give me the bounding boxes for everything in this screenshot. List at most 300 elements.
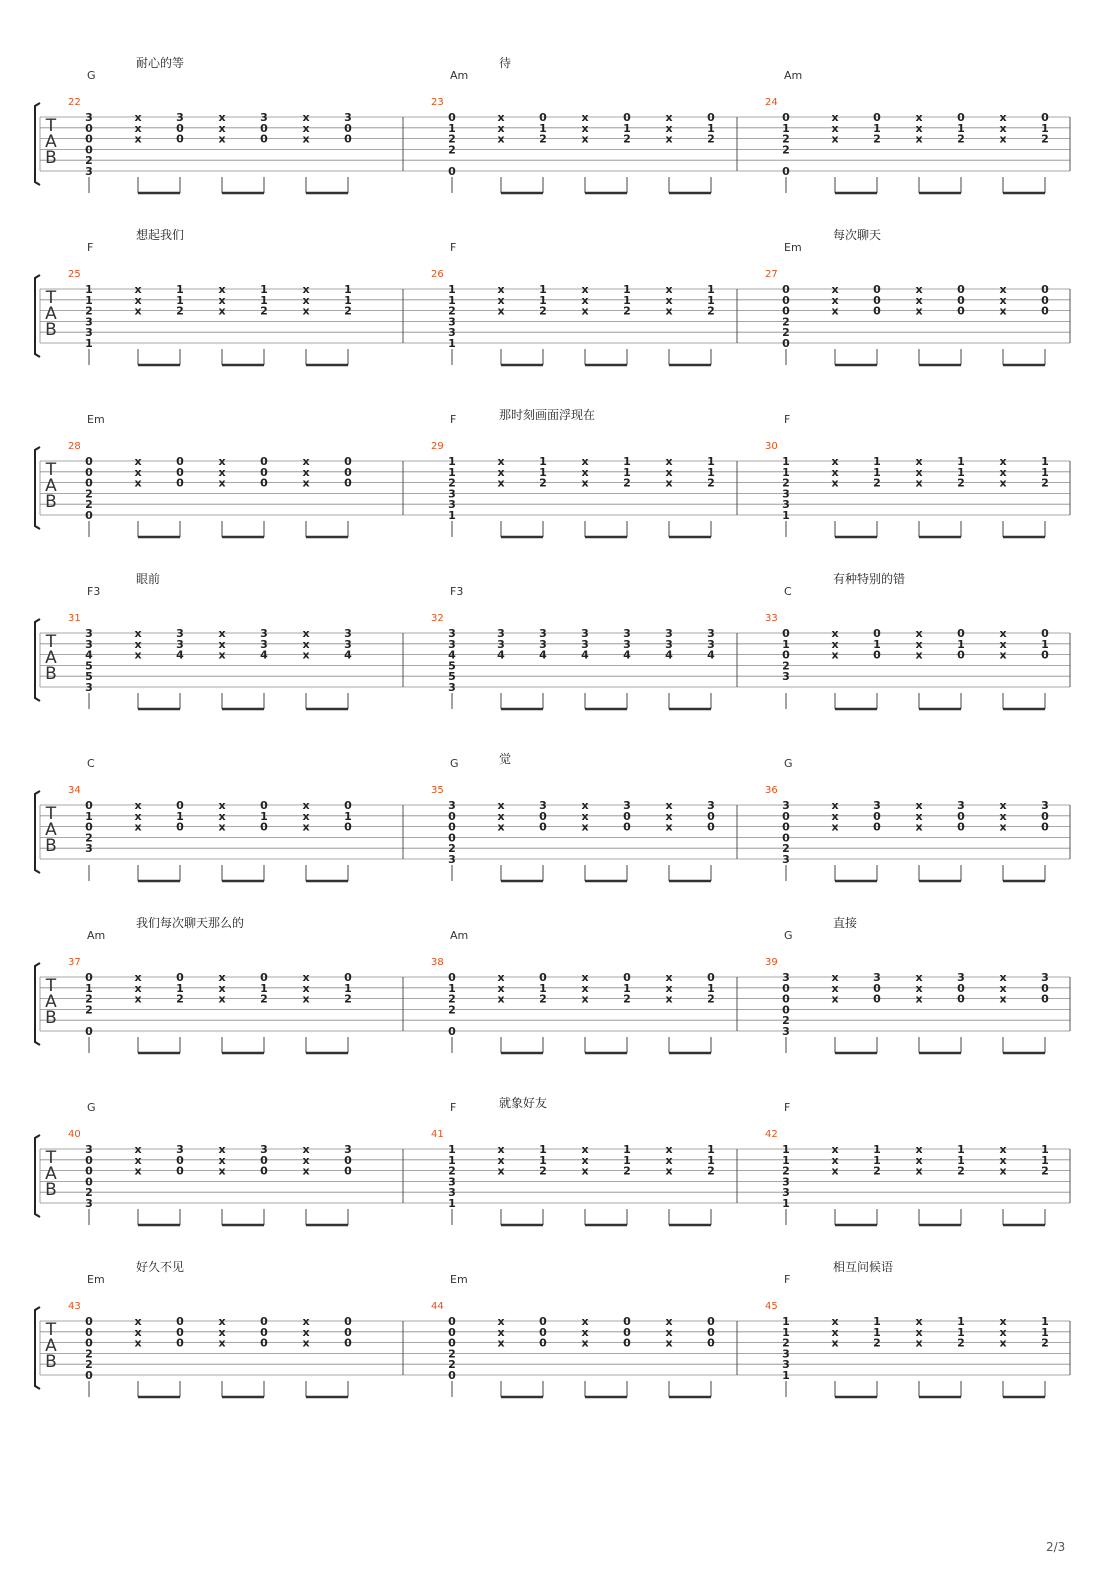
muted-string-mark: x (915, 121, 923, 135)
fret-number: 1 (782, 465, 790, 479)
fret-number: 0 (176, 820, 184, 834)
muted-string-mark: x (665, 799, 673, 812)
muted-string-mark: x (665, 476, 673, 490)
fret-number: 1 (448, 293, 456, 307)
measure-number: 35 (431, 785, 444, 796)
muted-string-mark: x (831, 1325, 839, 1339)
fret-number: 3 (448, 315, 456, 329)
fret-number: 2 (623, 304, 631, 318)
muted-string-mark: x (218, 455, 226, 468)
tab-clef-letter: B (45, 664, 57, 684)
muted-string-mark: x (134, 971, 142, 984)
tab-clef-letter: B (45, 1180, 57, 1200)
fret-number: 0 (957, 648, 965, 662)
fret-number: 1 (623, 455, 631, 468)
fret-number: 1 (448, 455, 456, 468)
fret-number: 1 (176, 283, 184, 296)
fret-number: 1 (873, 455, 881, 468)
fret-number: 1 (344, 809, 352, 823)
muted-string-mark: x (134, 304, 142, 318)
muted-string-mark: x (218, 1325, 226, 1339)
muted-string-mark: x (999, 304, 1007, 318)
chord-name: F (450, 241, 457, 254)
fret-number: 0 (873, 304, 881, 318)
muted-string-mark: x (218, 648, 226, 662)
muted-string-mark: x (999, 637, 1007, 651)
chord-name: F3 (450, 585, 464, 598)
fret-number: 0 (539, 1315, 547, 1328)
fret-number: 0 (85, 1164, 93, 1178)
fret-number: 3 (448, 326, 456, 340)
fret-number: 0 (707, 1336, 715, 1350)
fret-number: 2 (448, 132, 456, 146)
fret-number: 3 (85, 627, 93, 640)
tab-clef-letter: T (45, 804, 57, 824)
fret-number: 3 (448, 1175, 456, 1189)
fret-number: 0 (873, 627, 881, 640)
chord-name: Em (87, 1273, 105, 1286)
fret-number: 0 (85, 1325, 93, 1339)
muted-string-mark: x (302, 1336, 310, 1350)
fret-number: 0 (539, 111, 547, 124)
measure-number: 29 (431, 441, 444, 452)
fret-number: 1 (707, 1153, 715, 1167)
muted-string-mark: x (581, 820, 589, 834)
fret-number: 1 (448, 465, 456, 479)
fret-number: 0 (85, 121, 93, 135)
muted-string-mark: x (218, 971, 226, 984)
fret-number: 0 (344, 820, 352, 834)
fret-number: 3 (539, 637, 547, 651)
fret-number: 1 (782, 1369, 790, 1382)
muted-string-mark: x (915, 820, 923, 834)
fret-number: 1 (448, 509, 456, 522)
fret-number: 0 (260, 1336, 268, 1350)
tab-clef-letter: T (45, 1148, 57, 1168)
muted-string-mark: x (915, 1315, 923, 1328)
fret-number: 4 (623, 648, 631, 662)
fret-number: 1 (448, 1143, 456, 1156)
measure-number: 22 (68, 97, 81, 108)
measure-number: 44 (431, 1301, 444, 1312)
muted-string-mark: x (665, 121, 673, 135)
muted-string-mark: x (134, 1164, 142, 1178)
muted-string-mark: x (999, 992, 1007, 1006)
fret-number: 1 (1041, 1315, 1049, 1328)
muted-string-mark: x (999, 627, 1007, 640)
muted-string-mark: x (134, 283, 142, 296)
fret-number: 3 (176, 627, 184, 640)
muted-string-mark: x (497, 1164, 505, 1178)
muted-string-mark: x (302, 971, 310, 984)
fret-number: 1 (782, 1197, 790, 1210)
fret-number: 1 (85, 283, 93, 296)
fret-number: 1 (623, 293, 631, 307)
fret-number: 3 (581, 627, 589, 640)
muted-string-mark: x (915, 465, 923, 479)
system-bracket (35, 1135, 40, 1217)
fret-number: 1 (707, 121, 715, 135)
fret-number: 1 (344, 293, 352, 307)
fret-number: 2 (1041, 1336, 1049, 1350)
muted-string-mark: x (581, 1325, 589, 1339)
fret-number: 4 (539, 648, 547, 662)
tab-clef-letter: B (45, 1352, 57, 1372)
fret-number: 0 (782, 1003, 790, 1017)
fret-number: 1 (623, 121, 631, 135)
fret-number: 1 (448, 121, 456, 135)
fret-number: 3 (85, 637, 93, 651)
fret-number: 2 (707, 992, 715, 1006)
muted-string-mark: x (915, 1336, 923, 1350)
fret-number: 0 (448, 1025, 456, 1038)
fret-number: 1 (782, 121, 790, 135)
fret-number: 1 (448, 1197, 456, 1210)
muted-string-mark: x (665, 992, 673, 1006)
fret-number: 0 (260, 1164, 268, 1178)
fret-number: 1 (344, 981, 352, 995)
muted-string-mark: x (581, 1315, 589, 1328)
fret-number: 2 (85, 304, 93, 318)
fret-number: 1 (85, 809, 93, 823)
measure-number: 24 (765, 97, 778, 108)
fret-number: 1 (1041, 1325, 1049, 1339)
measure-number: 26 (431, 269, 444, 280)
fret-number: 1 (85, 337, 93, 350)
muted-string-mark: x (497, 304, 505, 318)
muted-string-mark: x (302, 637, 310, 651)
fret-number: 2 (623, 476, 631, 490)
fret-number: 2 (1041, 476, 1049, 490)
fret-number: 0 (176, 455, 184, 468)
fret-number: 0 (85, 1153, 93, 1167)
muted-string-mark: x (581, 476, 589, 490)
fret-number: 0 (782, 981, 790, 995)
fret-number: 2 (957, 132, 965, 146)
fret-number: 1 (957, 1325, 965, 1339)
fret-number: 3 (344, 627, 352, 640)
measure-number: 40 (68, 1129, 81, 1140)
fret-number: 3 (782, 1175, 790, 1189)
fret-number: 1 (873, 121, 881, 135)
chord-name: Em (450, 1273, 468, 1286)
fret-number: 0 (344, 455, 352, 468)
muted-string-mark: x (665, 1315, 673, 1328)
measure-number: 34 (68, 785, 81, 796)
fret-number: 3 (873, 799, 881, 812)
muted-string-mark: x (497, 799, 505, 812)
fret-number: 3 (782, 1358, 790, 1372)
muted-string-mark: x (831, 627, 839, 640)
fret-number: 2 (260, 304, 268, 318)
muted-string-mark: x (134, 476, 142, 490)
measure-number: 33 (765, 613, 778, 624)
fret-number: 0 (448, 820, 456, 834)
fret-number: 2 (873, 1164, 881, 1178)
fret-number: 1 (260, 283, 268, 296)
muted-string-mark: x (302, 648, 310, 662)
fret-number: 0 (539, 1325, 547, 1339)
fret-number: 0 (85, 1025, 93, 1038)
muted-string-mark: x (915, 637, 923, 651)
fret-number: 2 (448, 1358, 456, 1372)
fret-number: 0 (176, 465, 184, 479)
fret-number: 2 (782, 476, 790, 490)
muted-string-mark: x (831, 111, 839, 124)
measure-number: 45 (765, 1301, 778, 1312)
fret-number: 0 (448, 1325, 456, 1339)
fret-number: 0 (260, 1315, 268, 1328)
fret-number: 0 (176, 132, 184, 146)
system-bracket (35, 447, 40, 529)
fret-number: 3 (260, 627, 268, 640)
muted-string-mark: x (665, 304, 673, 318)
fret-number: 1 (957, 637, 965, 651)
muted-string-mark: x (999, 293, 1007, 307)
lyric-text: 我们每次聊天那么的 (136, 916, 245, 930)
fret-number: 0 (85, 1336, 93, 1350)
fret-number: 0 (85, 1369, 93, 1382)
lyric-text: 直接 (833, 916, 858, 930)
fret-number: 3 (581, 637, 589, 651)
lyric-text: 每次聊天 (833, 228, 882, 242)
fret-number: 0 (85, 455, 93, 468)
tab-clef-letter: A (45, 648, 57, 668)
muted-string-mark: x (218, 304, 226, 318)
muted-string-mark: x (999, 1164, 1007, 1178)
fret-number: 0 (539, 809, 547, 823)
fret-number: 0 (957, 304, 965, 318)
fret-number: 0 (344, 476, 352, 490)
fret-number: 0 (873, 111, 881, 124)
fret-number: 0 (176, 121, 184, 135)
fret-number: 3 (448, 799, 456, 812)
fret-number: 0 (623, 820, 631, 834)
measure-number: 28 (68, 441, 81, 452)
muted-string-mark: x (999, 809, 1007, 823)
fret-number: 3 (782, 498, 790, 512)
fret-number: 1 (782, 1143, 790, 1156)
fret-number: 0 (707, 971, 715, 984)
lyric-text: 那时刻画面浮现在 (499, 408, 596, 422)
chord-name: G (450, 757, 459, 770)
fret-number: 2 (873, 1336, 881, 1350)
chord-name: Am (450, 929, 469, 942)
fret-number: 1 (1041, 455, 1049, 468)
fret-number: 0 (782, 337, 790, 350)
chord-name: Am (450, 69, 469, 82)
fret-number: 3 (85, 315, 93, 329)
fret-number: 0 (260, 121, 268, 135)
fret-number: 1 (1041, 465, 1049, 479)
muted-string-mark: x (831, 132, 839, 146)
muted-string-mark: x (915, 476, 923, 490)
muted-string-mark: x (999, 648, 1007, 662)
fret-number: 1 (957, 1143, 965, 1156)
fret-number: 2 (85, 1003, 93, 1017)
fret-number: 0 (782, 809, 790, 823)
muted-string-mark: x (134, 1336, 142, 1350)
fret-number: 0 (623, 1336, 631, 1350)
fret-number: 3 (1041, 971, 1049, 984)
fret-number: 3 (957, 971, 965, 984)
fret-number: 1 (539, 293, 547, 307)
fret-number: 3 (85, 165, 93, 178)
fret-number: 3 (782, 1347, 790, 1361)
fret-number: 2 (85, 1186, 93, 1200)
muted-string-mark: x (915, 1143, 923, 1156)
muted-string-mark: x (218, 1315, 226, 1328)
fret-number: 1 (1041, 1153, 1049, 1167)
muted-string-mark: x (581, 981, 589, 995)
fret-number: 2 (707, 132, 715, 146)
fret-number: 2 (448, 842, 456, 856)
muted-string-mark: x (218, 992, 226, 1006)
muted-string-mark: x (915, 1153, 923, 1167)
muted-string-mark: x (831, 1315, 839, 1328)
fret-number: 1 (957, 465, 965, 479)
fret-number: 0 (623, 809, 631, 823)
muted-string-mark: x (581, 1336, 589, 1350)
muted-string-mark: x (302, 121, 310, 135)
system-bracket (35, 619, 40, 701)
fret-number: 0 (623, 1325, 631, 1339)
muted-string-mark: x (831, 293, 839, 307)
fret-number: 4 (707, 648, 715, 662)
tab-clef-letter: T (45, 1320, 57, 1340)
fret-number: 3 (176, 637, 184, 651)
fret-number: 0 (85, 143, 93, 157)
muted-string-mark: x (302, 132, 310, 146)
fret-number: 3 (344, 1143, 352, 1156)
fret-number: 2 (782, 326, 790, 340)
fret-number: 0 (448, 809, 456, 823)
muted-string-mark: x (134, 455, 142, 468)
tab-clef-letter: B (45, 320, 57, 340)
muted-string-mark: x (134, 1143, 142, 1156)
fret-number: 1 (873, 1315, 881, 1328)
fret-number: 0 (344, 1315, 352, 1328)
fret-number: 0 (623, 1315, 631, 1328)
muted-string-mark: x (831, 637, 839, 651)
fret-number: 1 (448, 1153, 456, 1167)
muted-string-mark: x (497, 476, 505, 490)
fret-number: 0 (782, 165, 790, 178)
muted-string-mark: x (497, 992, 505, 1006)
fret-number: 0 (957, 283, 965, 296)
fret-number: 2 (782, 1164, 790, 1178)
fret-number: 2 (85, 831, 93, 845)
fret-number: 1 (873, 1325, 881, 1339)
fret-number: 1 (539, 981, 547, 995)
fret-number: 0 (176, 1325, 184, 1339)
fret-number: 0 (85, 1175, 93, 1189)
muted-string-mark: x (831, 992, 839, 1006)
chord-name: G (87, 1101, 96, 1114)
fret-number: 3 (344, 111, 352, 124)
fret-number: 0 (957, 809, 965, 823)
muted-string-mark: x (497, 121, 505, 135)
muted-string-mark: x (831, 809, 839, 823)
muted-string-mark: x (218, 1143, 226, 1156)
tab-clef-letter: A (45, 1336, 57, 1356)
muted-string-mark: x (831, 1164, 839, 1178)
muted-string-mark: x (302, 809, 310, 823)
muted-string-mark: x (999, 971, 1007, 984)
chord-name: G (784, 929, 793, 942)
muted-string-mark: x (831, 1336, 839, 1350)
muted-string-mark: x (218, 799, 226, 812)
fret-number: 2 (539, 992, 547, 1006)
muted-string-mark: x (915, 111, 923, 124)
fret-number: 2 (448, 1164, 456, 1178)
fret-number: 0 (873, 809, 881, 823)
muted-string-mark: x (218, 809, 226, 823)
fret-number: 0 (782, 283, 790, 296)
chord-name: G (87, 69, 96, 82)
fret-number: 5 (448, 659, 456, 673)
fret-number: 2 (260, 992, 268, 1006)
muted-string-mark: x (302, 820, 310, 834)
fret-number: 0 (260, 465, 268, 479)
fret-number: 4 (665, 648, 673, 662)
fret-number: 0 (707, 1325, 715, 1339)
fret-number: 2 (707, 476, 715, 490)
fret-number: 3 (782, 853, 790, 866)
fret-number: 1 (873, 465, 881, 479)
muted-string-mark: x (581, 111, 589, 124)
muted-string-mark: x (134, 648, 142, 662)
muted-string-mark: x (915, 648, 923, 662)
fret-number: 1 (873, 1153, 881, 1167)
fret-number: 1 (344, 283, 352, 296)
muted-string-mark: x (302, 304, 310, 318)
fret-number: 1 (782, 1153, 790, 1167)
fret-number: 2 (448, 304, 456, 318)
fret-number: 2 (782, 659, 790, 673)
fret-number: 2 (85, 498, 93, 512)
fret-number: 0 (873, 293, 881, 307)
muted-string-mark: x (218, 1153, 226, 1167)
muted-string-mark: x (665, 981, 673, 995)
fret-number: 0 (448, 1336, 456, 1350)
fret-number: 3 (85, 681, 93, 694)
fret-number: 0 (539, 820, 547, 834)
fret-number: 3 (539, 627, 547, 640)
fret-number: 2 (782, 842, 790, 856)
fret-number: 2 (448, 476, 456, 490)
muted-string-mark: x (831, 121, 839, 135)
fret-number: 2 (873, 132, 881, 146)
fret-number: 1 (539, 121, 547, 135)
muted-string-mark: x (497, 465, 505, 479)
lyric-text: 就象好友 (499, 1096, 548, 1110)
fret-number: 2 (539, 304, 547, 318)
fret-number: 2 (623, 132, 631, 146)
lyric-text: 待 (499, 56, 512, 70)
measure-number: 27 (765, 269, 778, 280)
muted-string-mark: x (581, 304, 589, 318)
fret-number: 3 (873, 971, 881, 984)
muted-string-mark: x (302, 476, 310, 490)
fret-number: 1 (957, 1153, 965, 1167)
fret-number: 2 (782, 1014, 790, 1028)
fret-number: 1 (873, 1143, 881, 1156)
fret-number: 0 (260, 132, 268, 146)
fret-number: 0 (344, 132, 352, 146)
muted-string-mark: x (497, 111, 505, 124)
muted-string-mark: x (218, 121, 226, 135)
